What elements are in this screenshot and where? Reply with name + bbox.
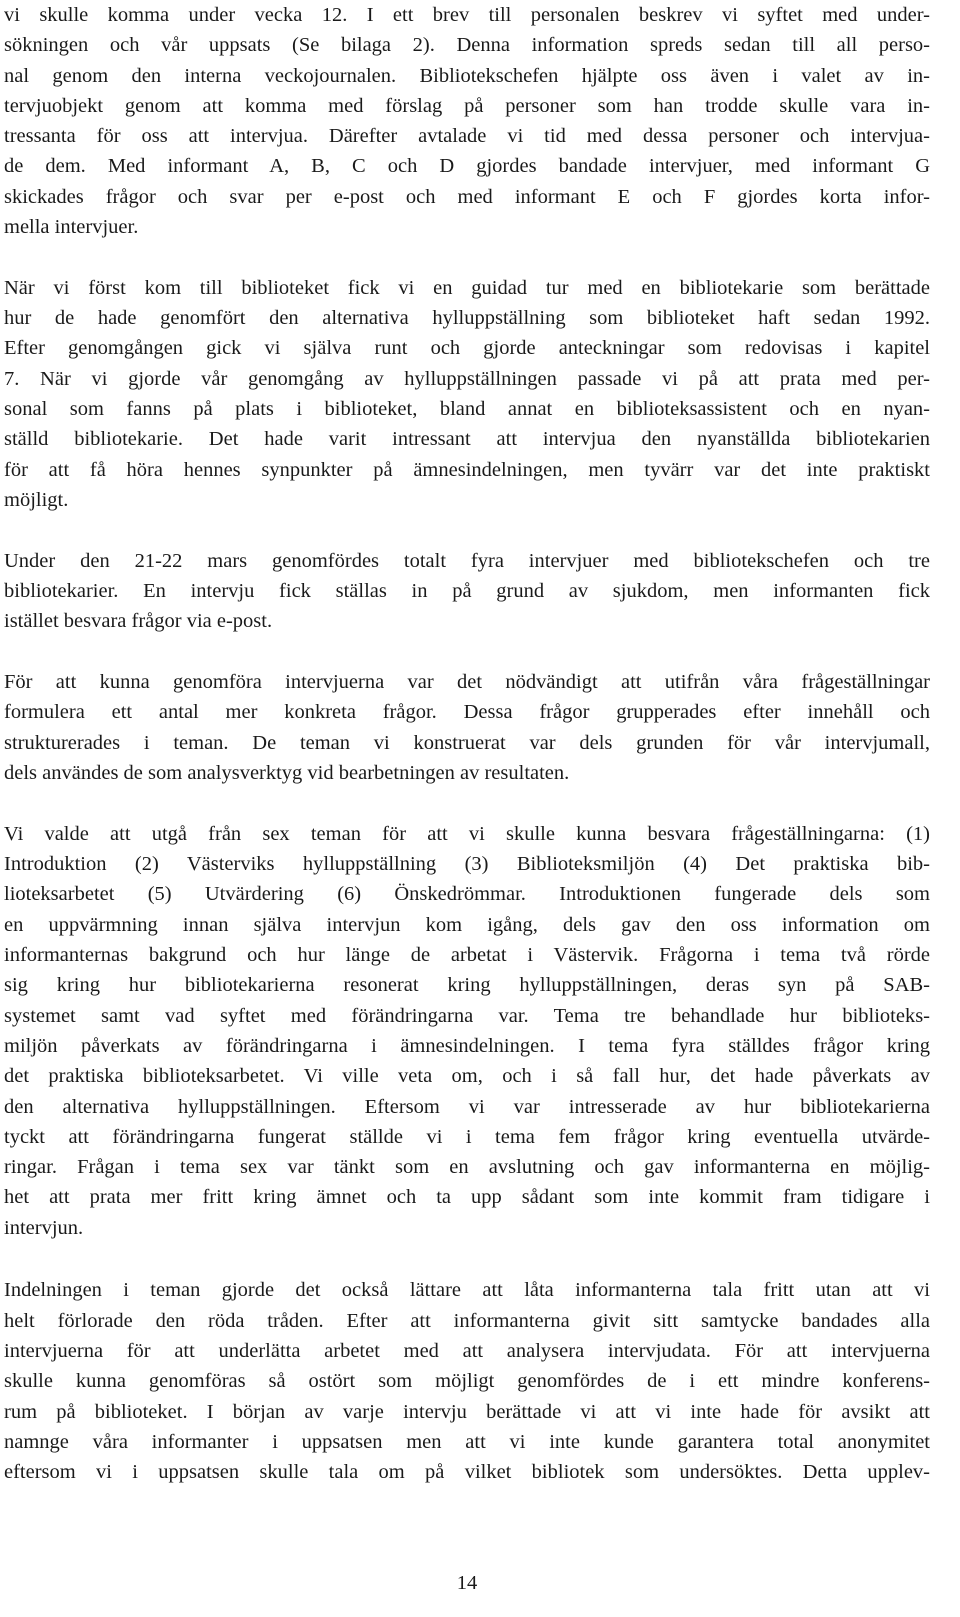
- text-line: miljön påverkats av förändringarna i ämnesindelningen. I tema fyra ställdes frågor kring: [4, 1034, 930, 1057]
- text-line: Vi valde att utgå från sex teman för att vi skulle kunna besvara frågeställningarna: (1): [4, 822, 930, 845]
- text-line: intervjuerna för att underlätta arbetet med att analysera intervjudata. För att intervjuerna: [4, 1340, 930, 1363]
- text-line: Under den 21-22 mars genomfördes totalt fyra intervjuer med bibliotekschefen och tre: [4, 549, 930, 572]
- text-line: skulle kunna genomföras så ostört som möjligt genomfördes de i ett mindre konferens-: [4, 1370, 930, 1393]
- text-line: istället besvara frågor via e-post.: [4, 610, 273, 633]
- body-text: [4, 0, 930, 1488]
- paragraph-6: [4, 1275, 930, 1487]
- text-line: för att få höra hennes synpunkter på ämnesindelningen, men tyvärr var det inte praktiskt: [4, 458, 930, 481]
- text-line: sig kring hur bibliotekarierna resonerat kring hylluppställningen, deras syn på SAB-: [4, 974, 930, 997]
- text-line: dels användes de som analysverktyg vid bearbetningen av resultaten.: [4, 762, 570, 785]
- text-line: När vi först kom till biblioteket fick vi en guidad tur med en bibliotekarie som berättade: [4, 276, 930, 299]
- text-line: vi skulle komma under vecka 12. I ett brev till personalen beskrev vi syftet med under-: [4, 4, 930, 26]
- text-line: namnge våra informanter i uppsatsen men att vi inte kunde garantera total anonymitet: [4, 1430, 930, 1453]
- text-line: möjligt.: [4, 488, 69, 511]
- text-line: det praktiska biblioteksarbetet. Vi ville veta om, och i så fall hur, det hade påverkats av: [4, 1065, 930, 1088]
- paragraph-5: [4, 819, 930, 1243]
- text-line: För att kunna genomföra intervjuerna var det nödvändigt att utifrån våra frågeställningar: [4, 671, 930, 694]
- text-line: lioteksarbetet (5) Utvärdering (6) Önskedrömmar. Introduktionen fungerade dels som: [4, 883, 930, 906]
- text-line: nal genom den interna veckojournalen. Bibliotekschefen hjälpte oss även i valet av in-: [4, 64, 930, 87]
- text-line: de dem. Med informant A, B, C och D gjordes bandade intervjuer, med informant G: [4, 155, 930, 178]
- text-line: ringar. Frågan i tema sex var tänkt som en avslutning och gav informanterna en möjlig-: [4, 1156, 930, 1179]
- text-line: strukturerades i teman. De teman vi konstruerat var dels grunden för vår intervjumall,: [4, 731, 930, 754]
- text-line: en uppvärmning innan själva intervjun kom igång, dels gav den oss information om: [4, 913, 930, 936]
- text-line: Efter genomgången gick vi själva runt och gjorde anteckningar som redovisas i kapitel: [4, 337, 930, 360]
- text-line: tervjuobjekt genom att komma med förslag på personer som han trodde skulle vara in-: [4, 94, 930, 117]
- text-line: eftersom vi i uppsatsen skulle tala om på vilket bibliotek som undersöktes. Detta upplev-: [4, 1461, 930, 1484]
- text-line: Introduktion (2) Västerviks hylluppställning (3) Biblioteksmiljön (4) Det praktiska bib-: [4, 853, 930, 876]
- text-line: formulera ett antal mer konkreta frågor. Dessa frågor grupperades efter innehåll och: [4, 701, 930, 724]
- text-line: skickades frågor och svar per e-post och med informant E och F gjordes korta infor-: [4, 185, 930, 208]
- paragraph-2: [4, 273, 930, 515]
- text-line: helt förlorade den röda tråden. Efter att informanterna givit sitt samtycke bandades alla: [4, 1309, 930, 1332]
- text-line: 7. När vi gjorde vår genomgång av hylluppställningen passade vi på att prata med per-: [4, 367, 930, 390]
- text-line: rum på biblioteket. I början av varje intervju berättade vi att vi inte hade för avsikt att: [4, 1400, 930, 1423]
- text-line: het att prata mer fritt kring ämnet och ta upp sådant som inte kommit fram tidigare i: [4, 1186, 930, 1209]
- text-line: sonal som fanns på plats i biblioteket, bland annat en biblioteksassistent och en nyan-: [4, 398, 930, 421]
- paragraph-1: [4, 0, 930, 242]
- text-line: sökningen och vår uppsats (Se bilaga 2). Denna information spreds sedan till all perso-: [4, 34, 930, 57]
- paragraph-4: [4, 667, 930, 788]
- text-line: intervjun.: [4, 1216, 84, 1239]
- text-line: bibliotekarier. En intervju fick ställas in på grund av sjukdom, men informanten fick: [4, 580, 930, 603]
- text-line: hur de hade genomfört den alternativa hylluppställning som biblioteket haft sedan 1992.: [4, 307, 930, 330]
- text-line: mella intervjuer.: [4, 216, 139, 239]
- text-line: systemet samt vad syftet med förändringarna var. Tema tre behandlade hur biblioteks-: [4, 1004, 930, 1027]
- text-line: tressanta för oss att intervjua. Därefter avtalade vi tid med dessa personer och intervjua-: [4, 125, 930, 148]
- page-number: 14: [456, 1572, 478, 1594]
- text-line: tyckt att förändringarna fungerat ställde vi i tema fem frågor kring eventuella utvärde-: [4, 1125, 930, 1148]
- text-line: den alternativa hylluppställningen. Eftersom vi var intresserade av hur bibliotekarierna: [4, 1095, 930, 1118]
- text-line: informanternas bakgrund och hur länge de arbetat i Västervik. Frågorna i tema två rörde: [4, 944, 930, 967]
- paragraph-3: [4, 546, 930, 637]
- text-line: ställd bibliotekarie. Det hade varit intressant att intervjua den nyanställda bibliotekarien: [4, 428, 930, 451]
- text-line: Indelningen i teman gjorde det också lättare att låta informanterna tala fritt utan att vi: [4, 1279, 930, 1302]
